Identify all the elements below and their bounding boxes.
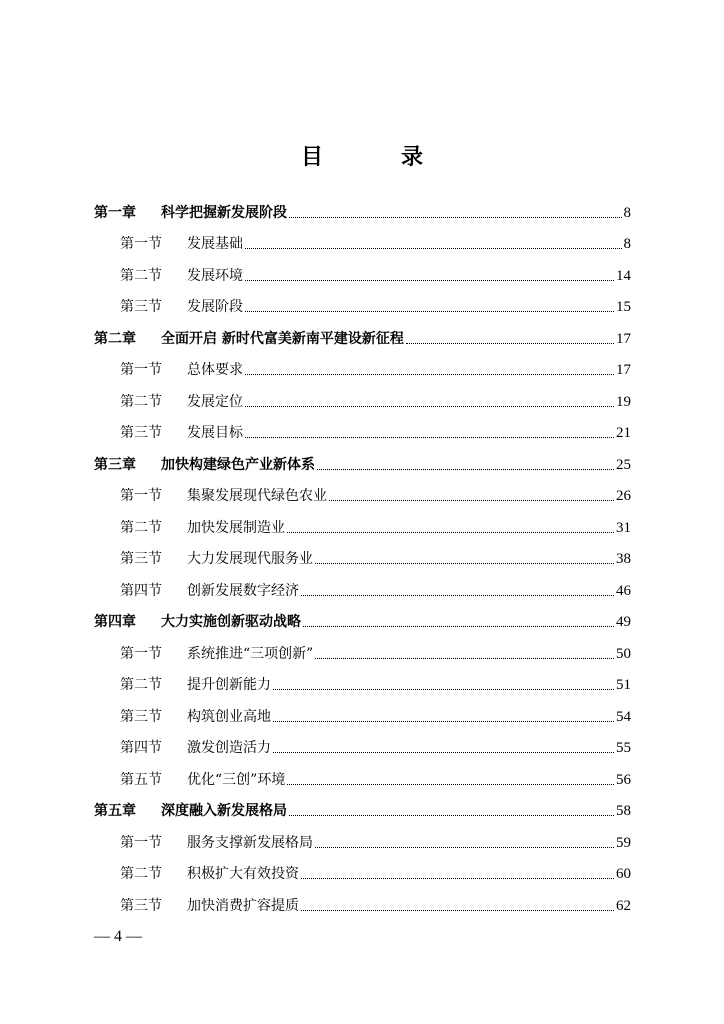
toc-dot-leader bbox=[301, 864, 614, 884]
toc-entry-number: 第五章 bbox=[94, 803, 136, 820]
toc-dot-leader bbox=[301, 896, 614, 916]
toc-dot-leader bbox=[317, 455, 614, 475]
toc-entry-title: 发展环境 bbox=[187, 267, 243, 284]
toc-entry-title: 积极扩大有效投资 bbox=[187, 866, 299, 883]
toc-dot-leader bbox=[289, 801, 614, 821]
toc-section-entry[interactable] bbox=[94, 764, 631, 796]
table-of-contents bbox=[94, 197, 631, 922]
toc-entry-number: 第二节 bbox=[120, 267, 162, 284]
page-title: 目 录 bbox=[300, 145, 451, 170]
toc-entry-number: 第一节 bbox=[120, 645, 162, 662]
toc-entry-title: 总体要求 bbox=[187, 362, 243, 379]
toc-entry-page: 17 bbox=[616, 330, 631, 347]
toc-entry-page: 62 bbox=[616, 897, 631, 914]
toc-entry-page: 25 bbox=[616, 456, 631, 473]
toc-entry-title: 服务支撑新发展格局 bbox=[187, 834, 313, 851]
toc-dot-leader bbox=[245, 297, 614, 317]
toc-entry-title: 发展阶段 bbox=[187, 299, 243, 316]
toc-section-entry[interactable] bbox=[94, 544, 631, 576]
toc-entry-page: 19 bbox=[616, 393, 631, 410]
toc-entry-page: 59 bbox=[616, 834, 631, 851]
toc-entry-number: 第一节 bbox=[120, 362, 162, 379]
toc-entry-page: 56 bbox=[616, 771, 631, 788]
toc-chapter-entry[interactable] bbox=[94, 796, 631, 828]
toc-section-entry[interactable] bbox=[94, 229, 631, 261]
toc-entry-number: 第一节 bbox=[120, 488, 162, 505]
toc-entry-title: 系统推进“三项创新” bbox=[187, 645, 314, 662]
toc-dot-leader bbox=[303, 612, 614, 632]
toc-section-entry[interactable] bbox=[94, 890, 631, 922]
toc-dot-leader bbox=[289, 203, 622, 223]
toc-entry-number: 第二节 bbox=[120, 519, 162, 536]
toc-dot-leader bbox=[273, 707, 614, 727]
toc-entry-page: 60 bbox=[616, 866, 631, 883]
toc-dot-leader bbox=[301, 581, 614, 601]
toc-entry-number: 第三节 bbox=[120, 897, 162, 914]
toc-entry-title: 加快发展制造业 bbox=[187, 519, 285, 536]
toc-entry-title: 发展基础 bbox=[187, 236, 243, 253]
toc-entry-title: 优化“三创”环境 bbox=[187, 771, 286, 788]
toc-entry-page: 15 bbox=[616, 299, 631, 316]
toc-entry-title: 加快构建绿色产业新体系 bbox=[161, 456, 315, 473]
toc-entry-number: 第四节 bbox=[120, 740, 162, 757]
toc-entry-title: 发展定位 bbox=[187, 393, 243, 410]
toc-section-entry[interactable] bbox=[94, 670, 631, 702]
toc-entry-number: 第一节 bbox=[120, 236, 162, 253]
toc-entry-title: 大力实施创新驱动战略 bbox=[161, 614, 301, 631]
toc-entry-title: 发展目标 bbox=[187, 425, 243, 442]
toc-entry-page: 51 bbox=[616, 677, 631, 694]
toc-entry-page: 38 bbox=[616, 551, 631, 568]
toc-dot-leader bbox=[245, 266, 614, 286]
toc-entry-title: 激发创造活力 bbox=[187, 740, 271, 757]
toc-entry-number: 第三节 bbox=[120, 551, 162, 568]
toc-entry-page: 8 bbox=[623, 236, 631, 253]
toc-entry-page: 21 bbox=[616, 425, 631, 442]
toc-dot-leader bbox=[315, 644, 614, 664]
toc-entry-title: 创新发展数字经济 bbox=[187, 582, 299, 599]
toc-entry-number: 第二节 bbox=[120, 393, 162, 410]
toc-entry-number: 第二章 bbox=[94, 330, 136, 347]
toc-dot-leader bbox=[287, 770, 614, 790]
toc-entry-title: 加快消费扩容提质 bbox=[187, 897, 299, 914]
toc-section-entry[interactable] bbox=[94, 859, 631, 891]
toc-entry-number: 第三节 bbox=[120, 299, 162, 316]
toc-section-entry[interactable] bbox=[94, 292, 631, 324]
toc-dot-leader bbox=[315, 833, 614, 853]
toc-entry-number: 第三章 bbox=[94, 456, 136, 473]
toc-section-entry[interactable] bbox=[94, 418, 631, 450]
toc-chapter-entry[interactable] bbox=[94, 607, 631, 639]
toc-entry-number: 第三节 bbox=[120, 425, 162, 442]
toc-dot-leader bbox=[315, 549, 614, 569]
toc-entry-title: 集聚发展现代绿色农业 bbox=[187, 488, 327, 505]
page-number-footer: — 4 — bbox=[94, 928, 142, 945]
toc-entry-page: 46 bbox=[616, 582, 631, 599]
toc-entry-page: 55 bbox=[616, 740, 631, 757]
toc-entry-page: 17 bbox=[616, 362, 631, 379]
toc-dot-leader bbox=[329, 486, 614, 506]
toc-dot-leader bbox=[245, 392, 614, 412]
toc-entry-page: 31 bbox=[616, 519, 631, 536]
toc-entry-title: 科学把握新发展阶段 bbox=[161, 204, 287, 221]
toc-section-entry[interactable] bbox=[94, 575, 631, 607]
toc-section-entry[interactable] bbox=[94, 481, 631, 513]
toc-section-entry[interactable] bbox=[94, 733, 631, 765]
toc-chapter-entry[interactable] bbox=[94, 323, 631, 355]
toc-section-entry[interactable] bbox=[94, 701, 631, 733]
toc-entry-page: 50 bbox=[616, 645, 631, 662]
toc-chapter-entry[interactable] bbox=[94, 197, 631, 229]
toc-section-entry[interactable] bbox=[94, 827, 631, 859]
toc-entry-title: 构筑创业高地 bbox=[187, 708, 271, 725]
toc-entry-page: 26 bbox=[616, 488, 631, 505]
toc-entry-number: 第一章 bbox=[94, 204, 136, 221]
toc-entry-page: 49 bbox=[616, 614, 631, 631]
toc-dot-leader bbox=[245, 234, 622, 254]
toc-entry-number: 第三节 bbox=[120, 708, 162, 725]
toc-dot-leader bbox=[245, 423, 614, 443]
toc-entry-number: 第二节 bbox=[120, 677, 162, 694]
toc-entry-page: 54 bbox=[616, 708, 631, 725]
toc-section-entry[interactable] bbox=[94, 512, 631, 544]
toc-entry-title: 全面开启 新时代富美新南平建设新征程 bbox=[161, 330, 404, 347]
toc-entry-page: 8 bbox=[623, 204, 631, 221]
toc-dot-leader bbox=[273, 675, 614, 695]
toc-entry-number: 第四章 bbox=[94, 614, 136, 631]
toc-entry-title: 提升创新能力 bbox=[187, 677, 271, 694]
toc-entry-number: 第五节 bbox=[120, 771, 162, 788]
toc-chapter-entry[interactable] bbox=[94, 449, 631, 481]
toc-entry-number: 第一节 bbox=[120, 834, 162, 851]
toc-dot-leader bbox=[287, 518, 614, 538]
toc-entry-title: 大力发展现代服务业 bbox=[187, 551, 313, 568]
toc-entry-number: 第四节 bbox=[120, 582, 162, 599]
toc-section-entry[interactable] bbox=[94, 355, 631, 387]
toc-section-entry[interactable] bbox=[94, 386, 631, 418]
toc-section-entry[interactable] bbox=[94, 638, 631, 670]
toc-entry-page: 14 bbox=[616, 267, 631, 284]
toc-entry-number: 第二节 bbox=[120, 866, 162, 883]
toc-section-entry[interactable] bbox=[94, 260, 631, 292]
toc-entry-title: 深度融入新发展格局 bbox=[161, 803, 287, 820]
toc-dot-leader bbox=[245, 360, 614, 380]
toc-dot-leader bbox=[406, 329, 614, 349]
toc-entry-page: 58 bbox=[616, 803, 631, 820]
toc-dot-leader bbox=[273, 738, 614, 758]
